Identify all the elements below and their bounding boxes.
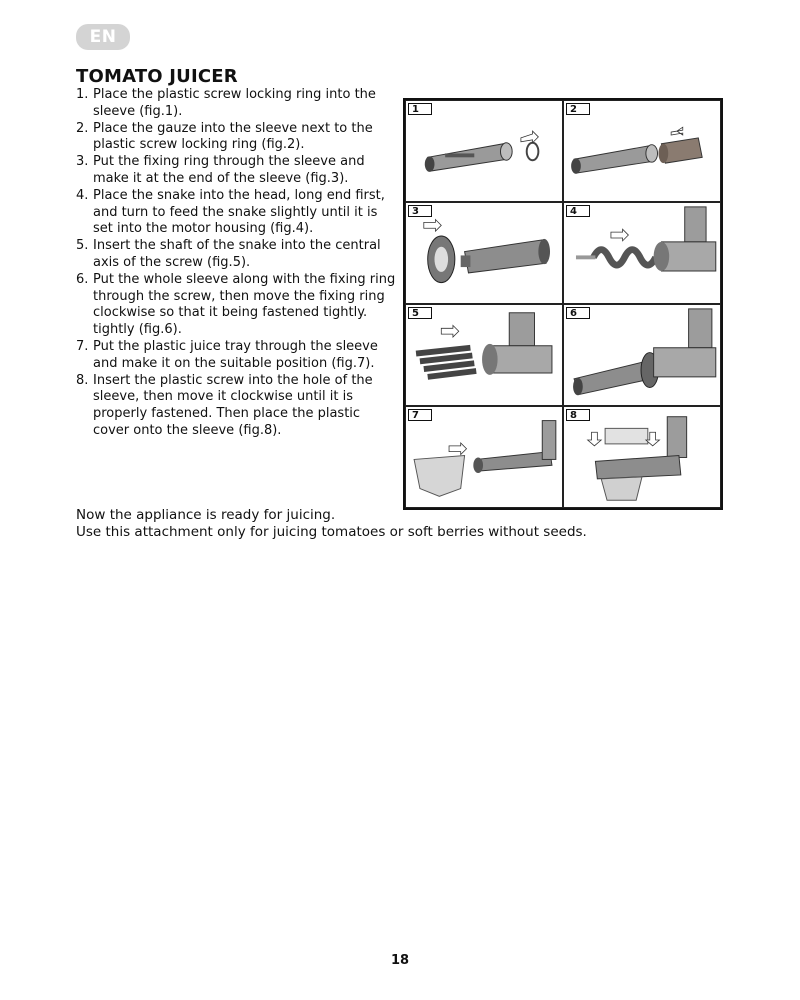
sleeve-locking-ring-illustration	[406, 101, 562, 201]
figure-panel	[405, 100, 563, 202]
step-number: 7.	[76, 338, 89, 354]
figure-panel	[405, 406, 563, 508]
instruction-steps	[76, 87, 396, 440]
closing-line: Now the appliance is ready for juicing.	[76, 507, 336, 523]
step-item	[76, 154, 396, 188]
step-item	[76, 87, 396, 121]
step-text: Put the fixing ring through the sleeve and make it at the end of the sleeve (fig.3).	[93, 154, 365, 186]
step-item	[76, 272, 396, 339]
screw-shaft-illustration	[406, 305, 562, 405]
figure-panel	[563, 304, 721, 406]
step-number: 2.	[76, 120, 89, 136]
section-title: TOMATO JUICER	[76, 66, 238, 87]
figure-panel	[405, 202, 563, 304]
page-number: 18	[390, 953, 410, 968]
step-item	[76, 121, 396, 155]
step-item	[76, 238, 396, 272]
step-number: 8.	[76, 372, 89, 388]
figure-number: 7	[408, 409, 432, 421]
step-number: 3.	[76, 154, 89, 170]
step-number: 6.	[76, 271, 89, 287]
step-item	[76, 373, 396, 440]
step-number: 4.	[76, 187, 89, 203]
plastic-cover-illustration	[564, 407, 720, 507]
step-text: Put the plastic juice tray through the sleeve and make it on the suitable position (fig.7).	[93, 338, 378, 371]
step-text: Place the plastic screw locking ring into the sleeve (fig.1).	[93, 87, 376, 119]
closing-line: Use this attachment only for juicing tomatoes or soft berries without seeds.	[76, 524, 587, 540]
step-item	[76, 339, 396, 373]
step-number: 1.	[76, 87, 89, 102]
figure-panel	[405, 304, 563, 406]
step-text: Insert the plastic screw into the hole of the sleeve, then move it clockwise until it is properly fastened. Then place the plastic cover onto the sleeve (fig.8).	[93, 372, 373, 438]
figure-grid	[403, 98, 723, 510]
figure-number: 6	[566, 307, 590, 319]
step-text: Insert the shaft of the snake into the central axis of the screw (fig.5).	[93, 238, 381, 270]
figure-number: 4	[566, 205, 590, 217]
fixing-ring-sleeve-illustration	[406, 203, 562, 303]
sleeve-gauze-illustration	[564, 101, 720, 201]
figure-number: 3	[408, 205, 432, 217]
step-number: 5.	[76, 238, 89, 254]
assembled-sleeve-illustration	[564, 305, 720, 405]
step-text: Place the snake into the head, long end first, and turn to feed the snake slightly until it is set into the motor housing (fig.4).	[93, 187, 385, 237]
step-text: Put the whole sleeve along with the fixing ring through the screw, then move the fixing ring clockwise so that it being fastened tightly. tightly (fig.6).	[93, 271, 396, 338]
figure-panel	[563, 202, 721, 304]
step-item	[76, 188, 396, 238]
figure-number: 1	[408, 103, 432, 115]
step-text: Place the gauze into the sleeve next to the plastic screw locking ring (fig.2).	[93, 120, 373, 153]
juice-tray-illustration	[406, 407, 562, 507]
figure-panel	[563, 406, 721, 508]
figure-number: 8	[566, 409, 590, 421]
language-badge: EN	[76, 24, 130, 50]
figure-panel	[563, 100, 721, 202]
snake-head-illustration	[564, 203, 720, 303]
figure-number: 5	[408, 307, 432, 319]
figure-number: 2	[566, 103, 590, 115]
closing-notes	[76, 507, 716, 541]
